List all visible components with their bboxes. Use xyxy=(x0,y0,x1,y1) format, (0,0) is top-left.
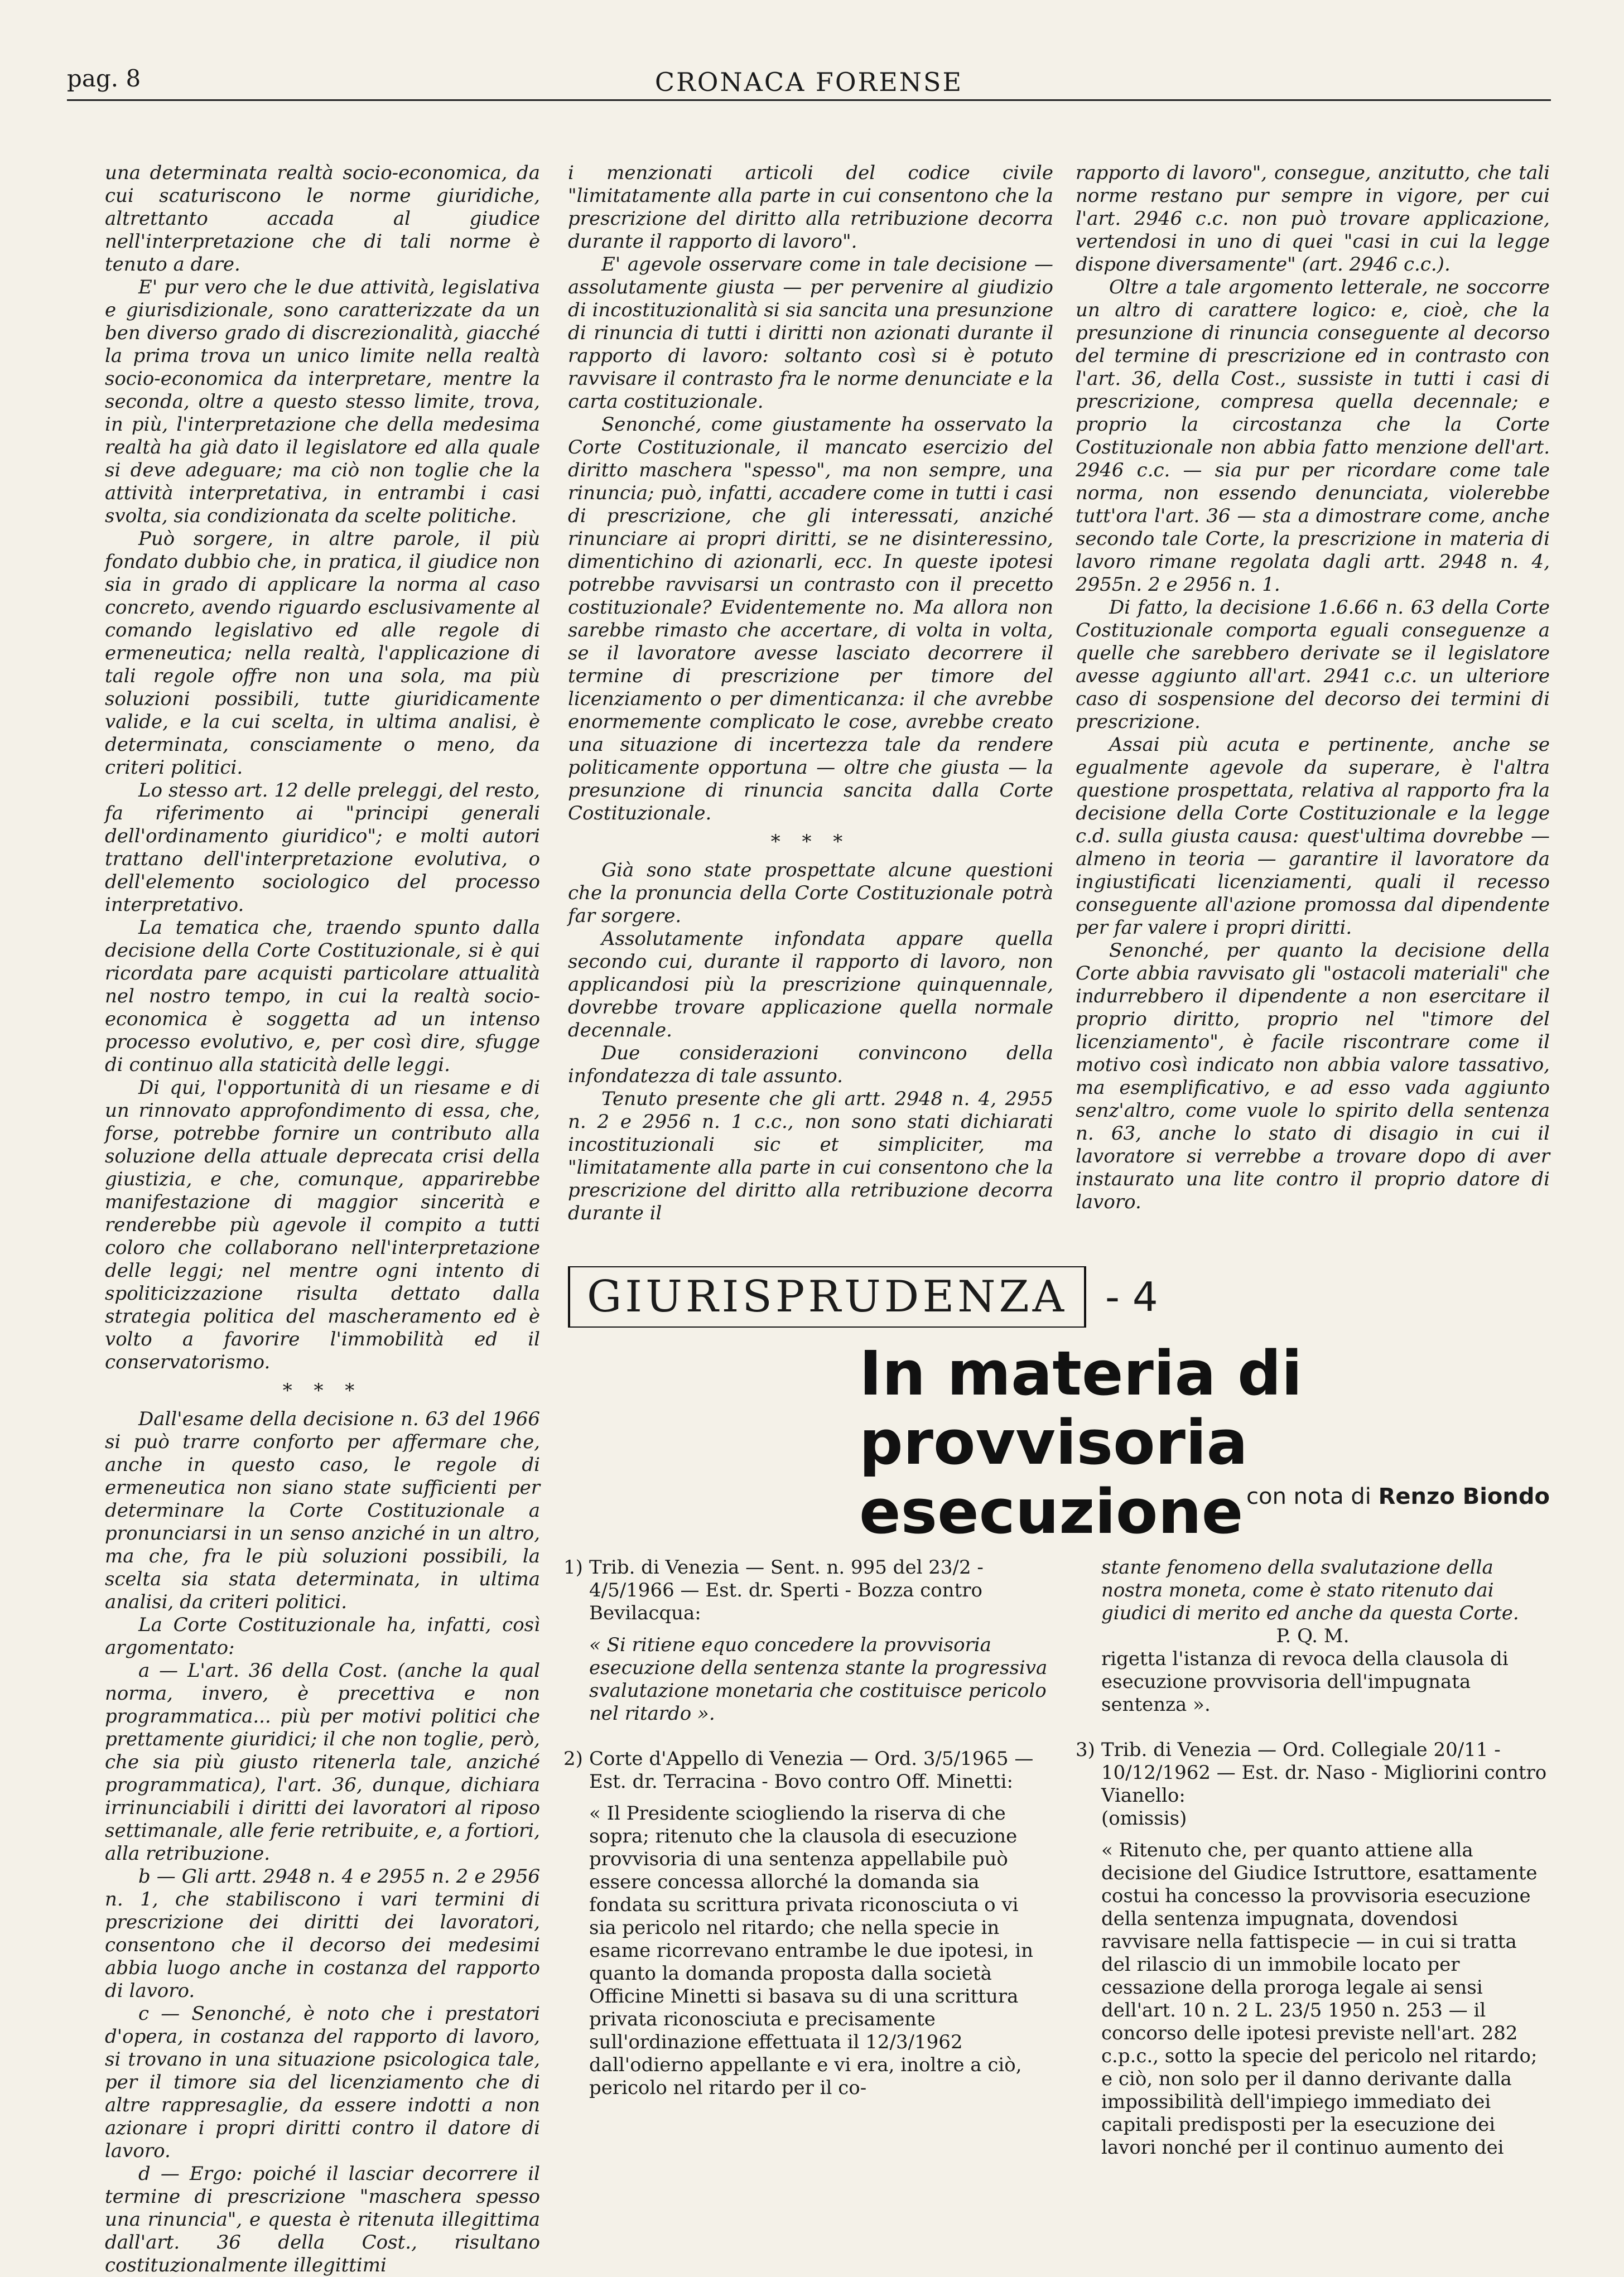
case-heading: Trib. di Venezia — Sent. n. 995 del 23/2 - 4/5/1966 — Est. dr. Sperti - Bozza contro Bevilacqua: xyxy=(589,1556,984,1624)
paragraph: Assai più acuta e pertinente, anche se egualmente agevole da superare, è l'altra questione prospettata, relativa al rapporto fra la decisione della Corte Costituzionale e la legge c.d. sulla giusta causa: quest'ultima dovrebbe — almeno in teoria — garantire il lavoratore da ingiustificati licenziamenti, quali il recesso conseguente all'azione promossa dal dipendente per far valere i propri diritti. xyxy=(1076,734,1550,939)
section-banner xyxy=(568,1266,1158,1328)
paragraph: Tenuto presente che gli artt. 2948 n. 4, 2955 n. 2 e 2956 n. 1 c.c., non sono stati dichiarati incostituzionali sic et simpliciter, ma "limitatamente alla parte in cui consentono che la prescrizione del diritto alla retribuzione decorra durante il xyxy=(568,1088,1053,1224)
case-number: 3) xyxy=(1076,1739,1095,1761)
case-quote-continued: stante fenomeno della svalutazione della nostra moneta, come è stato ritenuto dai giudici di merito ed anche da questa Corte. xyxy=(1101,1556,1519,1624)
paragraph: Oltre a tale argomento letterale, ne soccorre un altro di carattere logico: e, cioè, che la presunzione di rinuncia conseguente al decorso del termine di prescrizione ed in contrasto con l'art. 36, della Cost., sussiste in tutti i casi di prescrizione, compresa quella decennale; e proprio la circostanza che la Corte Costituzionale non abbia fatto menzione dell'art. 2946 c.c. — sia pur per ricordare come tale norma, non essendo denunciata, violerebbe tutt'ora l'art. 36 — sta a dimostrare come, anche secondo tale Corte, la prescrizione in materia di lavoro rimane regolata dagli artt. 2948 n. 4, 2955n. 2 e 2956 n. 1. xyxy=(1076,276,1550,596)
article-title-line-2: provvisoria esecuzione xyxy=(859,1407,1248,1547)
paragraph: i menzionati articoli del codice civile "limitatamente alla parte in cui consentono che la prescrizione del diritto alla retribuzione decorra durante il rapporto di lavoro". xyxy=(568,162,1053,253)
section-number: - 4 xyxy=(1105,1273,1158,1320)
paragraph: E' pur vero che le due attività, legislativa e giurisdizionale, sono caratterizzate da un ben diverso grado di discrezionalità, giacché la prima trova un unico limite nella realtà socio-economica da interpretare, mentre la seconda, oltre a questo stesso limite, trova, in più, l'interpretazione che della medesima realtà ha già dato il legislatore ed alla quale si deve adeguare; ma ciò non toglie che la attività interpretativa, in entrambi i casi svolta, sia condizionata da scelte politiche. xyxy=(105,276,540,527)
case-quote: « Si ritiene equo concedere la provvisoria esecuzione della sentenza stante la progressiva svalutazione monetaria che costituisce pericolo nel ritardo ». xyxy=(589,1634,1048,1725)
article-byline xyxy=(1246,1484,1550,1509)
column-1 xyxy=(105,162,540,2277)
column-3 xyxy=(1076,162,1550,1214)
paragraph: Di fatto, la decisione 1.6.66 n. 63 della Corte Costituzionale comporta eguali conseguenze a quelle che sarebbero derivate se il legislatore avesse aggiunto all'art. 2941 c.c. un ulteriore caso di sospensione del decorso dei termini di prescrizione. xyxy=(1076,596,1550,733)
byline-prefix: con nota di xyxy=(1246,1484,1371,1509)
section-separator: * * * xyxy=(770,831,851,853)
paragraph: b — Gli artt. 2948 n. 4 e 2955 n. 2 e 2956 n. 1, che stabiliscono i vari termini di prescrizione dei diritti dei lavoratori, consentono che il decorso dei medesimi abbia luogo anche in costanza del rapporto di lavoro. xyxy=(105,1865,540,2002)
column-2 xyxy=(568,162,1053,1225)
case-heading: Corte d'Appello di Venezia — Ord. 3/5/1965 — Est. dr. Terracina - Bovo contro Off. Minetti: xyxy=(589,1748,1034,1793)
case-quote: « Ritenuto che, per quanto attiene alla decisione del Giudice Istruttore, esattamente costui ha concesso la provvisoria esecuzione della sentenza impugnata, dovendosi ravvisare nella fattispecie — in cui si tratta del rilascio di un immobile locato per cessazione della proroga legale ai sensi dell'art. 10 n. 2 L. 23/5 1950 n. 253 — il concorso delle ipotesi previste nell'art. 282 c.p.c., sotto la specie del pericolo nel ritardo; e ciò, non solo per il danno derivante dalla impossibilità dell'impiego immediato dei capitali predisposti per la esecuzione dei lavori nonché per il continuo aumento dei xyxy=(1101,1839,1538,2159)
paragraph: a — L'art. 36 della Cost. (anche la qual norma, invero, è precettiva e non programmatica... più per motivi politici che prettamente giuridici; il che non toglie, però, che sia più giusto ritenerla tale, anziché programmatica), l'art. 36, dunque, dichiara irrinunciabili i diritti dei lavoratori al riposo settimanale, alle ferie retribuite, e, a fortiori, alla retribuzione. xyxy=(105,1659,540,1865)
section-separator: * * * xyxy=(282,1379,363,1402)
omissis: (omissis) xyxy=(1101,1807,1187,1830)
case-quote: « Il Presidente sciogliendo la riserva di che sopra; ritenuto che la clausola di esecuzione provvisoria di una sentenza appellabile può essere concessa allorché la domanda sia fondata su scrittura privata riconosciuta o vi sia pericolo nel ritardo; che nella specie in esame ricorrevano entrambe le due ipotesi, in quanto la domanda proposta dalla società Officine Minetti si basava su di una scrittura privata riconosciuta e precisamente sull'ordinazione effettuata il 12/3/1962 dall'odierno appellante e vi era, inoltre a ciò, pericolo nel ritardo per il co- xyxy=(589,1802,1034,2099)
journal-title: CRONACA FORENSE xyxy=(654,67,963,97)
case-entry xyxy=(1076,1739,1550,1830)
section-label: GIURISPRUDENZA xyxy=(568,1266,1086,1328)
paragraph: La tematica che, traendo spunto dalla decisione della Corte Costituzionale, si è qui ricordata pare acquisti particolare attualità nel nostro tempo, in cui la realtà socio-economica è soggetta ad un intenso processo evolutivo, e, per così dire, sfugge di continuo alla staticità delle leggi. xyxy=(105,916,540,1076)
paragraph: Senonché, per quanto la decisione della Corte abbia ravvisato gli "ostacoli materiali" che indurrebbero il dipendente a non esercitare il proprio diritto, proprio nel "timore del licenziamento", è facile riscontrare come il motivo così indicato non abbia valore tassativo, ma esemplificativo, e ad esso vada aggiunto senz'altro, come vuole lo spirito della sentenza n. 63, anche lo stato di disagio in cui il lavoratore si verrebbe a trovare dopo di aver instaurato una lite contro il proprio datore di lavoro. xyxy=(1076,939,1550,1213)
article-title xyxy=(859,1339,1551,1546)
paragraph: Due considerazioni convincono della infondatezza di tale assunto. xyxy=(568,1042,1053,1087)
paragraph: Dall'esame della decisione n. 63 del 1966 si può trarre conforto per affermare che, anche in questo caso, le regole di ermeneutica non siano state sufficienti per determinare la Corte Costituzionale a pronunciarsi in un senso anziché in un altro, ma che, fra le più soluzioni possibili, la scelta sia stata determinata, in ultima analisi, da criteri politici. xyxy=(105,1408,540,1613)
article-title-line-1: In materia di xyxy=(859,1338,1303,1409)
paragraph: Già sono state prospettate alcune questioni che la pronuncia della Corte Costituzionale potrà far sorgere. xyxy=(568,859,1053,927)
paragraph: Di qui, l'opportunità di un riesame e di un rinnovato approfondimento di essa, che, forse, potrebbe fornire un contributo alla soluzione della attuale deprecata crisi della giustizia, e che, comunque, apparirebbe manifestazione di maggior sincerità e renderebbe più agevole il compito a tutti coloro che collaborano nell'interpretazione delle leggi; nel mentre ogni intento di spoliticizzazione risulta dettato dalla strategia politica del mascheramento ed è volto a favorire l'immobilità ed il conservatorismo. xyxy=(105,1077,540,1373)
pqm-heading: P. Q. M. xyxy=(1276,1625,1350,1647)
paragraph: Assolutamente infondata appare quella secondo cui, durante il rapporto di lavoro, non applicandosi più la prescrizione quinquennale, dovrebbe trovare applicazione quella normale decennale. xyxy=(568,928,1053,1041)
case-number: 1) xyxy=(563,1556,583,1579)
paragraph: Lo stesso art. 12 delle preleggi, del resto, fa riferimento ai "principi generali dell'ordinamento giuridico"; e molti autori trattano dell'interpretazione evolutiva, o dell'elemento sociologico del processo interpretativo. xyxy=(105,779,540,916)
paragraph: rapporto di lavoro", consegue, anzitutto, che tali norme restano pur sempre in vigore, per cui l'art. 2946 c.c. non può trovare applicazione, vertendosi in uno di quei "casi in cui la legge dispone diversamente" (art. 2946 c.c.). xyxy=(1076,162,1550,276)
page-header xyxy=(67,60,1551,101)
case-entry xyxy=(563,1556,1049,1625)
paragraph: E' agevole osservare come in tale decisione — assolutamente giusta — per pervenire al giudizio di incostituzionalità si sia sancita una presunzione di rinuncia di tutti i diritti non azionati durante il rapporto di lavoro: soltanto così si è potuto ravvisare il contrasto fra le norme denunciate e la carta costituzionale. xyxy=(568,253,1053,413)
paragraph: Può sorgere, in altre parole, il più fondato dubbio che, in pratica, il giudice non sia in grado di applicare la norma al caso concreto, avendo riguardo esclusivamente al comando legislativo ed alle regole di ermeneutica; nella realtà, l'applicazione di tali regole offre non una sola, ma più soluzioni possibili, tutte giuridicamente valide, e la cui scelta, in ultima analisi, è determinata, consciamente o meno, da criteri politici. xyxy=(105,528,540,779)
ruling: rigetta l'istanza di revoca della clausola di esecuzione provvisoria dell'impugnata sentenza ». xyxy=(1101,1648,1509,1716)
case-list-left xyxy=(563,1556,1049,2100)
case-entry xyxy=(563,1748,1049,1793)
paragraph: La Corte Costituzionale ha, infatti, così argomentato: xyxy=(105,1614,540,1659)
case-heading: Trib. di Venezia — Ord. Collegiale 20/11 - 10/12/1962 — Est. dr. Naso - Migliorini contro Vianello: xyxy=(1101,1739,1547,1807)
page-number: pag. 8 xyxy=(67,65,141,92)
paragraph: d — Ergo: poiché il lasciar decorrere il termine di prescrizione "maschera spesso una rinuncia", e questa è ritenuta illegittima dall'art. 36 della Cost., risultano costituzionalmente illegittimi xyxy=(105,2163,540,2276)
byline-author: Renzo Biondo xyxy=(1378,1484,1550,1509)
paragraph: Senonché, come giustamente ha osservato la Corte Costituzionale, il mancato esercizio del diritto maschera "spesso", ma non sempre, una rinuncia; può, infatti, accadere come in tutti i casi di prescrizione, che gli interessati, anziché rinunciare ai propri diritti, se ne disinteressino, dimentichino di azionarli, ecc. In queste ipotesi potrebbe ravvisarsi un contrasto con il precetto costituzionale? Evidentemente no. Ma allora non sarebbe rimasto che accertare, di volta in volta, se il lavoratore avesse lasciato decorrere il termine di prescrizione per timore del licenziamento o per dimenticanza: il che avrebbe enormemente complicato le cose, avrebbe creato una situazione di incertezza tale da rendere politicamente opportuna — oltre che giusta — la presunzione di rinuncia sancita dalla Corte Costituzionale. xyxy=(568,413,1053,824)
case-list-right xyxy=(1076,1556,1550,2159)
paragraph: c — Senonché, è noto che i prestatori d'opera, in costanza del rapporto di lavoro, si trovano in una situazione psicologica tale, per il timore sia del licenziamento che di altre rappresaglie, da essere indotti a non azionare i propri diritti contro il datore di lavoro. xyxy=(105,2003,540,2162)
case-number: 2) xyxy=(563,1748,583,1770)
paragraph: una determinata realtà socio-economica, da cui scaturiscono le norme giuridiche, altrettanto accada al giudice nell'interpretazione che di tali norme è tenuto a dare. xyxy=(105,162,540,276)
